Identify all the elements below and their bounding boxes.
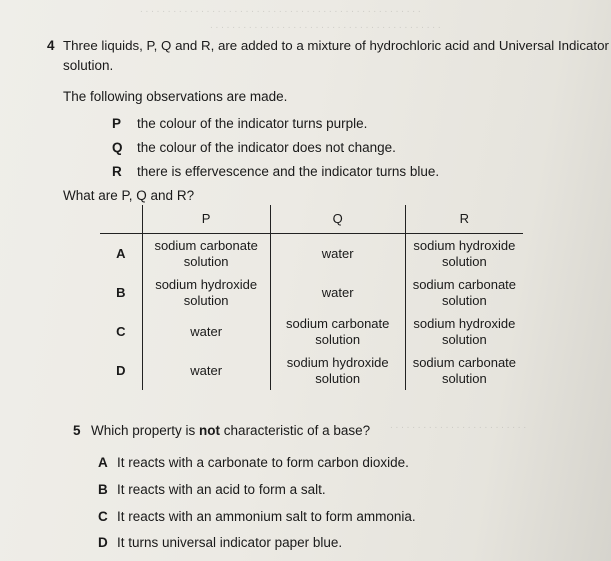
table-row	[100, 273, 523, 312]
cell-line: solution	[315, 331, 361, 347]
observation-text-r: there is effervescence and the indicator turns blue.	[137, 164, 440, 179]
cell-line: sodium hydroxide	[155, 276, 258, 292]
observation-label-r: R	[112, 164, 122, 179]
question-5-emphasis: not	[199, 423, 221, 438]
question-4-prompt: What are P, Q and R?	[63, 188, 195, 203]
table-cell-r	[405, 351, 523, 390]
cell-line: solution	[183, 292, 229, 308]
observation-label-p: P	[112, 116, 122, 131]
question-5-text-before: Which property is	[91, 423, 200, 438]
table-header-row	[100, 205, 523, 234]
cell-line: solution	[441, 370, 487, 386]
cell-line: solution	[315, 370, 361, 386]
bleed-through-text: . . . . . . . . . . . . . . . . . . . . . . . . . . . . . . . . . . . . . . . . . .	[210, 20, 441, 31]
table-header-r: R	[405, 205, 523, 234]
option-label-c: C	[98, 509, 108, 524]
option-label-d: D	[98, 535, 108, 550]
table-cell-r	[405, 312, 523, 351]
option-text-a: It reacts with a carbonate to form carbon dioxide.	[117, 455, 409, 470]
option-text-d: It turns universal indicator paper blue.	[117, 535, 343, 550]
option-label-b: B	[116, 284, 126, 300]
table-header-blank	[100, 205, 142, 234]
cell-line: water	[321, 284, 354, 300]
cell-line: water	[190, 362, 223, 378]
observation-text-q: the colour of the indicator does not change.	[137, 140, 396, 155]
cell-line: sodium carbonate	[286, 315, 390, 331]
observations-intro: The following observations are made.	[63, 89, 288, 104]
cell-line: sodium hydroxide	[286, 354, 389, 370]
table-cell-p	[142, 351, 270, 390]
option-label-d: D	[116, 362, 126, 378]
bleed-through-text: . . . . . . . . . . . . . . . . . . . . . . . . . . . . . . . . . . . . . . . . . . . . . . . . . . .	[140, 4, 421, 15]
question-5-prompt	[91, 423, 370, 438]
cell-line: solution	[441, 292, 487, 308]
option-text-c: It reacts with an ammonium salt to form ammonia.	[117, 509, 416, 524]
table-cell-r	[405, 273, 523, 312]
table-cell-q	[270, 273, 405, 312]
table-row	[100, 234, 523, 274]
table-cell-q	[270, 234, 405, 274]
question-4-number: 4	[47, 38, 55, 53]
observation-text-p: the colour of the indicator turns purple.	[137, 116, 368, 131]
table-row	[100, 351, 523, 390]
table-cell-q	[270, 312, 405, 351]
table-cell-r	[405, 234, 523, 274]
question-4-line2: solution.	[63, 58, 114, 73]
observation-label-q: Q	[112, 140, 123, 155]
cell-line: sodium carbonate	[412, 354, 517, 370]
table-header-p: P	[142, 205, 270, 234]
table-cell-p	[142, 312, 270, 351]
option-label-b: B	[98, 482, 108, 497]
option-label-c: C	[116, 323, 126, 339]
question-5-number: 5	[73, 423, 81, 438]
cell-line: water	[190, 323, 223, 339]
question-4-line1: Three liquids, P, Q and R, are added to a mixture of hydrochloric acid and Universal Indicator	[63, 38, 609, 53]
option-label-a: A	[116, 245, 126, 261]
table-row	[100, 312, 523, 351]
cell-line: sodium carbonate	[154, 237, 258, 253]
question-5-text-after: characteristic of a base?	[220, 423, 371, 438]
option-label-a: A	[98, 455, 108, 470]
answer-options-table	[100, 205, 523, 390]
table-cell-p	[142, 234, 270, 274]
cell-line: sodium carbonate	[412, 276, 517, 292]
option-text-b: It reacts with an acid to form a salt.	[117, 482, 326, 497]
table-header-q: Q	[270, 205, 405, 234]
cell-line: water	[321, 245, 354, 261]
bleed-through-text: . . . . . . . . . . . . . . . . . . . . . . . . .	[390, 420, 527, 431]
table-cell-p	[142, 273, 270, 312]
cell-line: sodium hydroxide	[413, 237, 516, 253]
cell-line: sodium hydroxide	[413, 315, 516, 331]
table-cell-q	[270, 351, 405, 390]
cell-line: solution	[441, 331, 487, 347]
cell-line: solution	[183, 253, 229, 269]
cell-line: solution	[441, 253, 487, 269]
